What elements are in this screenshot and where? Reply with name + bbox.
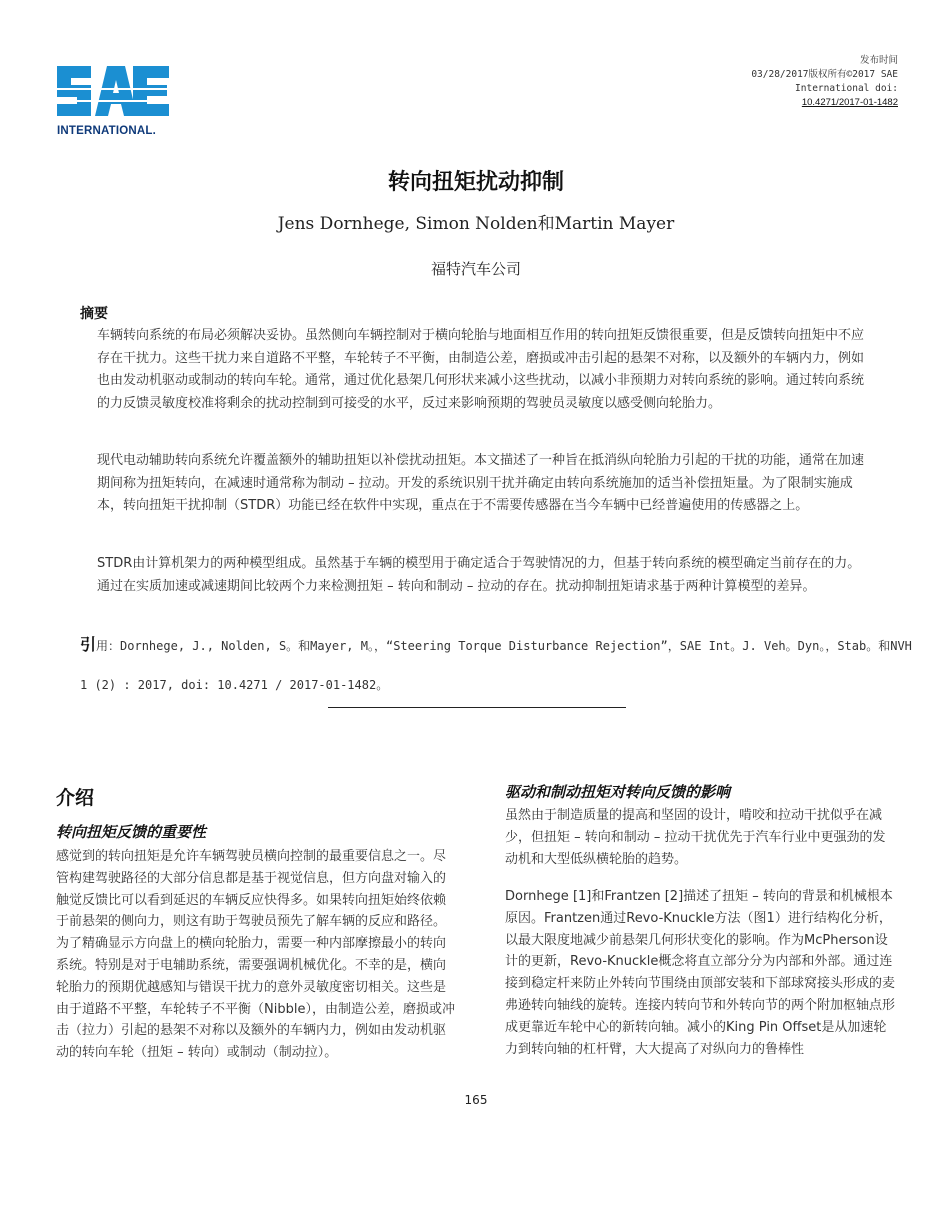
body-paragraph: 感觉到的转向扭矩是允许车辆驾驶员横向控制的最重要信息之一。尽管构建驾驶路径的大部分信息都是基于视觉信息，但方向盘对输入的触觉反馈比可以看到延迟的车辆反应快得多。如果转向扭矩始终依赖于前悬架的侧向力，则这有助于驾驶员预先了解车辆的反应和路径。为了精确显示方向盘上的横向轮胎力，需要一种内部摩擦最小的转向系统。特别是对于电辅助系统，需要强调机械优化。不幸的是，横向轮胎力的预期优越感知与错误干扰力的意外灵敏度密切相关。这些是由于道路不平整，车轮转子不平衡（Nibble），由制造公差，磨损或冲击（拉力）引起的悬架不对称以及额外的车辆内力，例如由发动机驱动的转向车轮（扭矩 – 转向）或制动（制动拉）。 — [56, 849, 455, 1061]
citation-line2: 1 (2) : 2017, doi: 10.4271 / 2017-01-1482。 — [80, 678, 389, 692]
sae-logo — [55, 62, 177, 142]
divider — [328, 707, 626, 708]
subsection-title: 转向扭矩反馈的重要性 — [56, 823, 207, 841]
page-number: 165 — [464, 1093, 488, 1107]
citation-label: 引 — [80, 635, 97, 654]
abstract-heading: 摘要 — [80, 306, 108, 322]
publication-meta — [751, 54, 898, 110]
subsection-title: 驱动和制动扭矩对转向反馈的影响 — [505, 783, 731, 801]
abstract-paragraph: 车辆转向系统的布局必须解决妥协。虽然侧向车辆控制对于横向轮胎与地面相互作用的转向扭矩反馈很重要，但是反馈转向扭矩中不应存在干扰力。这些干扰力来自道路不平整，车轮转子不平衡，由制造公差，磨损或冲击引起的悬架不对称，以及额外的车辆内力，例如也由发动机驱动或制动的转向车轮。通常，通过优化悬架几何形状来减小这些扰动，以减小非预期力对转向系统的影响。通过转向系统的力反馈灵敏度校准将剩余的扰动控制到可接受的水平，反过来影响预期的驾驶员灵敏度以感受侧向轮胎力。 — [97, 328, 865, 411]
paper-title: 转向扭矩扰动抑制 — [387, 170, 564, 195]
doi-link[interactable]: 10.4271/2017-01-1482 — [801, 97, 898, 108]
svg-text:INTERNATIONAL.: INTERNATIONAL. — [57, 125, 157, 137]
citation-text: 用：Dornhege, J., Nolden, S。和Mayer, M。，“Steering Torque Disturbance Rejection”，SAE Int。J. Veh。Dyn。，Stab。和NVH — [96, 639, 912, 653]
date-copyright: 03/28/2017版权所有©2017 SAE — [751, 69, 898, 80]
authors: Jens Dornhege, Simon Nolden和Martin Mayer — [277, 214, 675, 234]
affiliation: 福特汽车公司 — [430, 260, 521, 278]
body-paragraph: Dornhege [1]和Frantzen [2]描述了扭矩 – 转向的背景和机械根本原因。Frantzen通过Revo-Knuckle方法（图1）进行结构化分析，以最大限度地减少前悬架几何形状变化的影响。作为McPherson设计的更新，Revo-Knuckle概念将直立部分分为内部和外部。通过连接到稳定杆来防止外转向节围绕由顶部安装和下部球窝接头形成的麦弗逊转向轴线的旋转。连接内转向节和外转向节的两个附加枢轴点形成更靠近车轮中心的新转向轴。减小的King Pin Offset是从加速轮力到转向轴的杠杆臂，大大提高了对纵向力的鲁棒性 — [505, 889, 896, 1057]
body-paragraph: 虽然由于制造质量的提高和坚固的设计，啃咬和拉动干扰似乎在减少，但扭矩 – 转向和制动 – 拉动干扰优先于汽车行业中更强劲的发动机和大型低纵横轮胎的趋势。 — [505, 808, 886, 867]
abstract-paragraph: 现代电动辅助转向系统允许覆盖额外的辅助扭矩以补偿扰动扭矩。本文描述了一种旨在抵消纵向轮胎力引起的干扰的功能，通常在加速期间称为扭矩转向，在减速时通常称为制动 – 拉动。开发的系统识别干扰并确定由转向系统施加的适当补偿扭矩量。为了限制实施成本，转向扭矩干扰抑制（STDR）功能已经在软件中实现，重点在于不需要传感器在当今车辆中已经普遍使用的传感器之上。 — [97, 453, 865, 513]
section-title: 介绍 — [56, 787, 95, 809]
citation — [80, 636, 930, 655]
international-doi-label: International doi: — [795, 83, 898, 94]
publish-label: 发布时间 — [859, 55, 898, 66]
abstract-paragraph: STDR由计算机架力的两种模型组成。虽然基于车辆的模型用于确定适合于驾驶情况的力，但基于转向系统的模型确定当前存在的力。通过在实质加速或减速期间比较两个力来检测扭矩 – 转向和制动 – 拉动的存在。扰动抑制扭矩请求基于两种计算模型的差异。 — [97, 556, 861, 594]
